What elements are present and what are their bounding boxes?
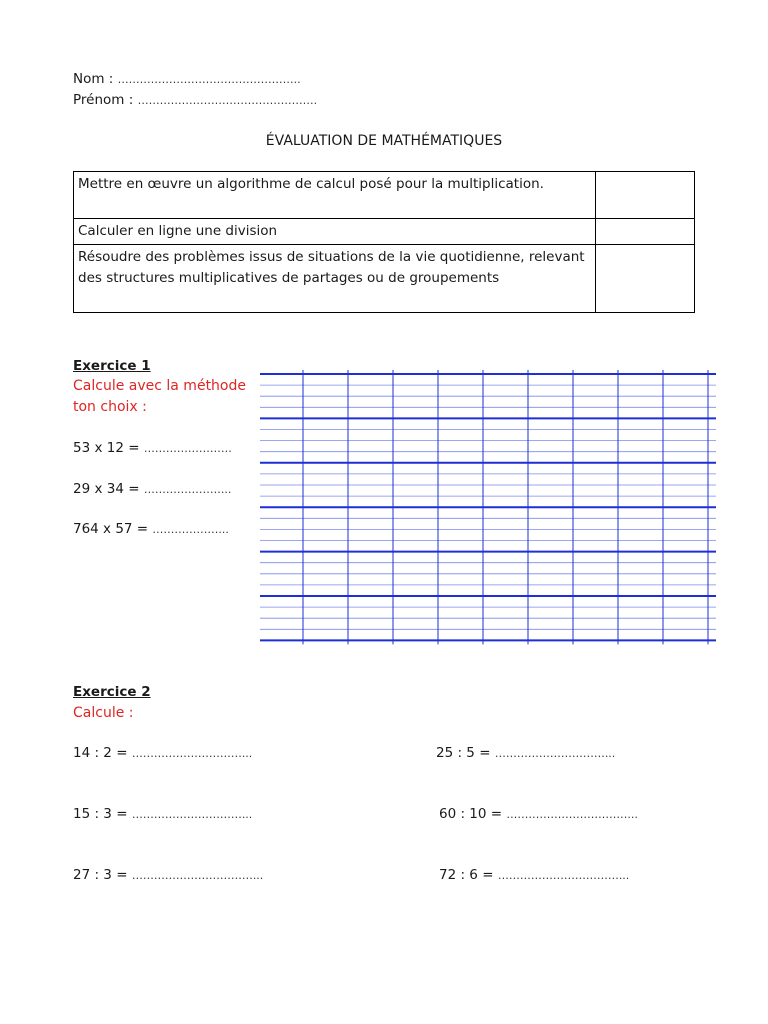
- exercise2-answer-field[interactable]: …………………………...: [131, 747, 253, 760]
- prenom-line: [73, 91, 317, 110]
- page-title: ÉVALUATION DE MATHÉMATIQUES: [265, 133, 503, 149]
- competence-text: Résoudre des problèmes issus de situations de la vie quotidienne, relevant des structures multiplicatives de partages ou de groupements: [74, 245, 596, 313]
- prenom-label: Prénom :: [73, 92, 134, 108]
- competence-text: Calculer en ligne une division: [74, 219, 596, 245]
- exercise2-expression: 60 : 10 =: [439, 806, 503, 822]
- exercise2-answer-field[interactable]: …………………………...: [131, 808, 253, 821]
- exercise1-answer-field[interactable]: ………………...: [152, 523, 229, 536]
- table-row: [74, 219, 695, 245]
- exercise2-item: [73, 866, 263, 885]
- exercise2-expression: 27 : 3 =: [73, 867, 128, 883]
- exercise2-expression: 72 : 6 =: [439, 867, 494, 883]
- prenom-field[interactable]: ………………………………………….: [137, 94, 318, 107]
- exercise1-answer-field[interactable]: ……………………: [143, 442, 232, 455]
- exercise2-answer-field[interactable]: …………………………...: [494, 747, 616, 760]
- score-cell[interactable]: [596, 219, 695, 245]
- exercise2-answer-field[interactable]: ……………………………...: [497, 869, 630, 882]
- nom-line: [73, 70, 301, 89]
- table-row: [74, 172, 695, 219]
- score-cell[interactable]: [596, 172, 695, 219]
- exercise1-expression: 53 x 12 =: [73, 440, 140, 456]
- exercise1-instruction-1: Calcule avec la méthode: [73, 378, 246, 394]
- exercise2-expression: 15 : 3 =: [73, 806, 128, 822]
- exercise2-item: [436, 744, 615, 763]
- exercise2-expression: 25 : 5 =: [436, 745, 491, 761]
- exercise1-item: [73, 520, 229, 539]
- exercise2-instruction: Calcule :: [73, 705, 134, 721]
- exercise2-item: [439, 866, 629, 885]
- exercise1-item: [73, 439, 232, 458]
- nom-label: Nom :: [73, 71, 114, 87]
- exercise1-title: Exercice 1: [73, 358, 151, 374]
- score-cell[interactable]: [596, 245, 695, 313]
- exercise2-item: [73, 744, 252, 763]
- exercise2-title: Exercice 2: [73, 684, 151, 700]
- exercise2-answer-field[interactable]: ……………………………...: [506, 808, 638, 821]
- exercise1-item: [73, 480, 231, 499]
- seyes-grid[interactable]: [260, 368, 716, 648]
- exercise2-expression: 14 : 2 =: [73, 745, 128, 761]
- exercise1-expression: 29 x 34 =: [73, 481, 140, 497]
- exercise2-answer-field[interactable]: ……………………………...: [131, 869, 264, 882]
- exercise2-item: [439, 805, 638, 824]
- table-row: [74, 245, 695, 313]
- exercise1-answer-field[interactable]: …………………...: [143, 483, 232, 496]
- exercise1-instruction-2: ton choix :: [73, 399, 147, 415]
- nom-field[interactable]: …………………………………………..: [117, 73, 301, 86]
- competence-text: Mettre en œuvre un algorithme de calcul posé pour la multiplication.: [74, 172, 596, 219]
- exercise1-expression: 764 x 57 =: [73, 521, 149, 537]
- exercise2-item: [73, 805, 252, 824]
- competences-table: [73, 171, 695, 313]
